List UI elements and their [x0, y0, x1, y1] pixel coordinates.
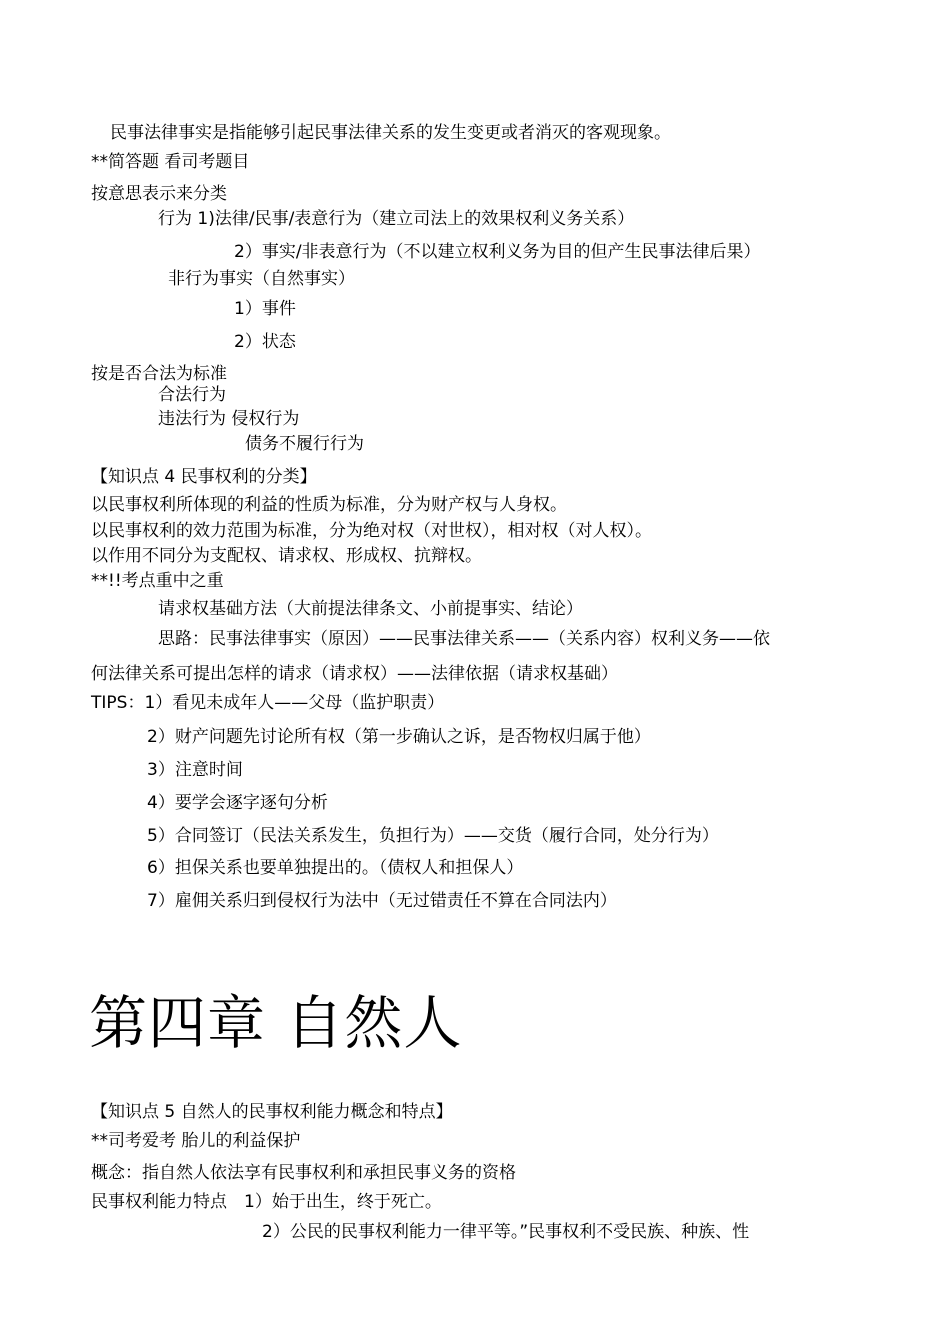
item-claim-basis-method: 请求权基础方法（大前提法律条文、小前提事实、结论） [158, 599, 583, 619]
paragraph-by-function: 以作用不同分为支配权、请求权、形成权、抗辩权。 [91, 546, 482, 566]
item-act-legal: 行为 1)法律/民事/表意行为（建立司法上的效果权利义务关系） [158, 209, 635, 229]
item-unlawful-act: 违法行为 侵权行为 [158, 409, 300, 429]
item-thinking-path-continued: 何法律关系可提出怎样的请求（请求权）——法律依据（请求权基础） [91, 664, 618, 684]
item-capacity-equality: 2）公民的民事权利能力一律平等。”民事权利不受民族、种族、性 [262, 1222, 750, 1242]
note-fetus-interest: **司考爱考 胎儿的利益保护 [91, 1131, 301, 1151]
tips-7: 7）雇佣关系归到侵权行为法中（无过错责任不算在合同法内） [147, 891, 617, 911]
knowledge-point-4-heading: 【知识点 4 民事权利的分类】 [91, 467, 317, 487]
tips-2: 2）财产问题先讨论所有权（第一步确认之诉，是否物权归属于他） [147, 727, 651, 747]
item-capacity-features: 民事权利能力特点 1）始于出生，终于死亡。 [91, 1192, 442, 1212]
tips-6: 6）担保关系也要单独提出的。（债权人和担保人） [147, 858, 524, 878]
note-key-point: **!!考点重中之重 [91, 571, 224, 591]
tips-4: 4）要学会逐字逐句分析 [147, 793, 328, 813]
item-thinking-path: 思路：民事法律事实（原因）——民事法律关系——（关系内容）权利义务——依 [158, 629, 770, 649]
paragraph-absolute-relative: 以民事权利的效力范围为标准，分为绝对权（对世权），相对权（对人权）。 [91, 521, 652, 541]
tips-3: 3）注意时间 [147, 760, 243, 780]
knowledge-point-5-heading: 【知识点 5 自然人的民事权利能力概念和特点】 [91, 1102, 453, 1122]
heading-classify-by-intent: 按意思表示来分类 [91, 184, 227, 204]
heading-classify-by-legality: 按是否合法为标准 [91, 364, 227, 384]
note-short-answer: **简答题 看司考题目 [91, 152, 250, 172]
paragraph-legal-fact-definition: 民事法律事实是指能够引起民事法律关系的发生变更或者消灭的客观现象。 [110, 123, 671, 143]
tips-1: TIPS：1）看见未成年人——父母（监护职责） [91, 693, 445, 713]
paragraph-concept: 概念：指自然人依法享有民事权利和承担民事义务的资格 [91, 1163, 516, 1183]
item-lawful-act: 合法行为 [158, 385, 226, 405]
chapter-title: 第四章 自然人 [89, 989, 463, 1057]
item-act-factual: 2）事实/非表意行为（不以建立权利义务为目的但产生民事法律后果） [234, 242, 761, 262]
paragraph-property-personal: 以民事权利所体现的利益的性质为标准，分为财产权与人身权。 [91, 495, 567, 515]
tips-5: 5）合同签订（民法关系发生，负担行为）——交货（履行合同，处分行为） [147, 826, 719, 846]
item-non-act-fact: 非行为事实（自然事实） [168, 269, 355, 289]
item-non-performance: 债务不履行行为 [245, 434, 364, 454]
item-state: 2）状态 [234, 332, 296, 352]
item-event: 1）事件 [234, 299, 296, 319]
